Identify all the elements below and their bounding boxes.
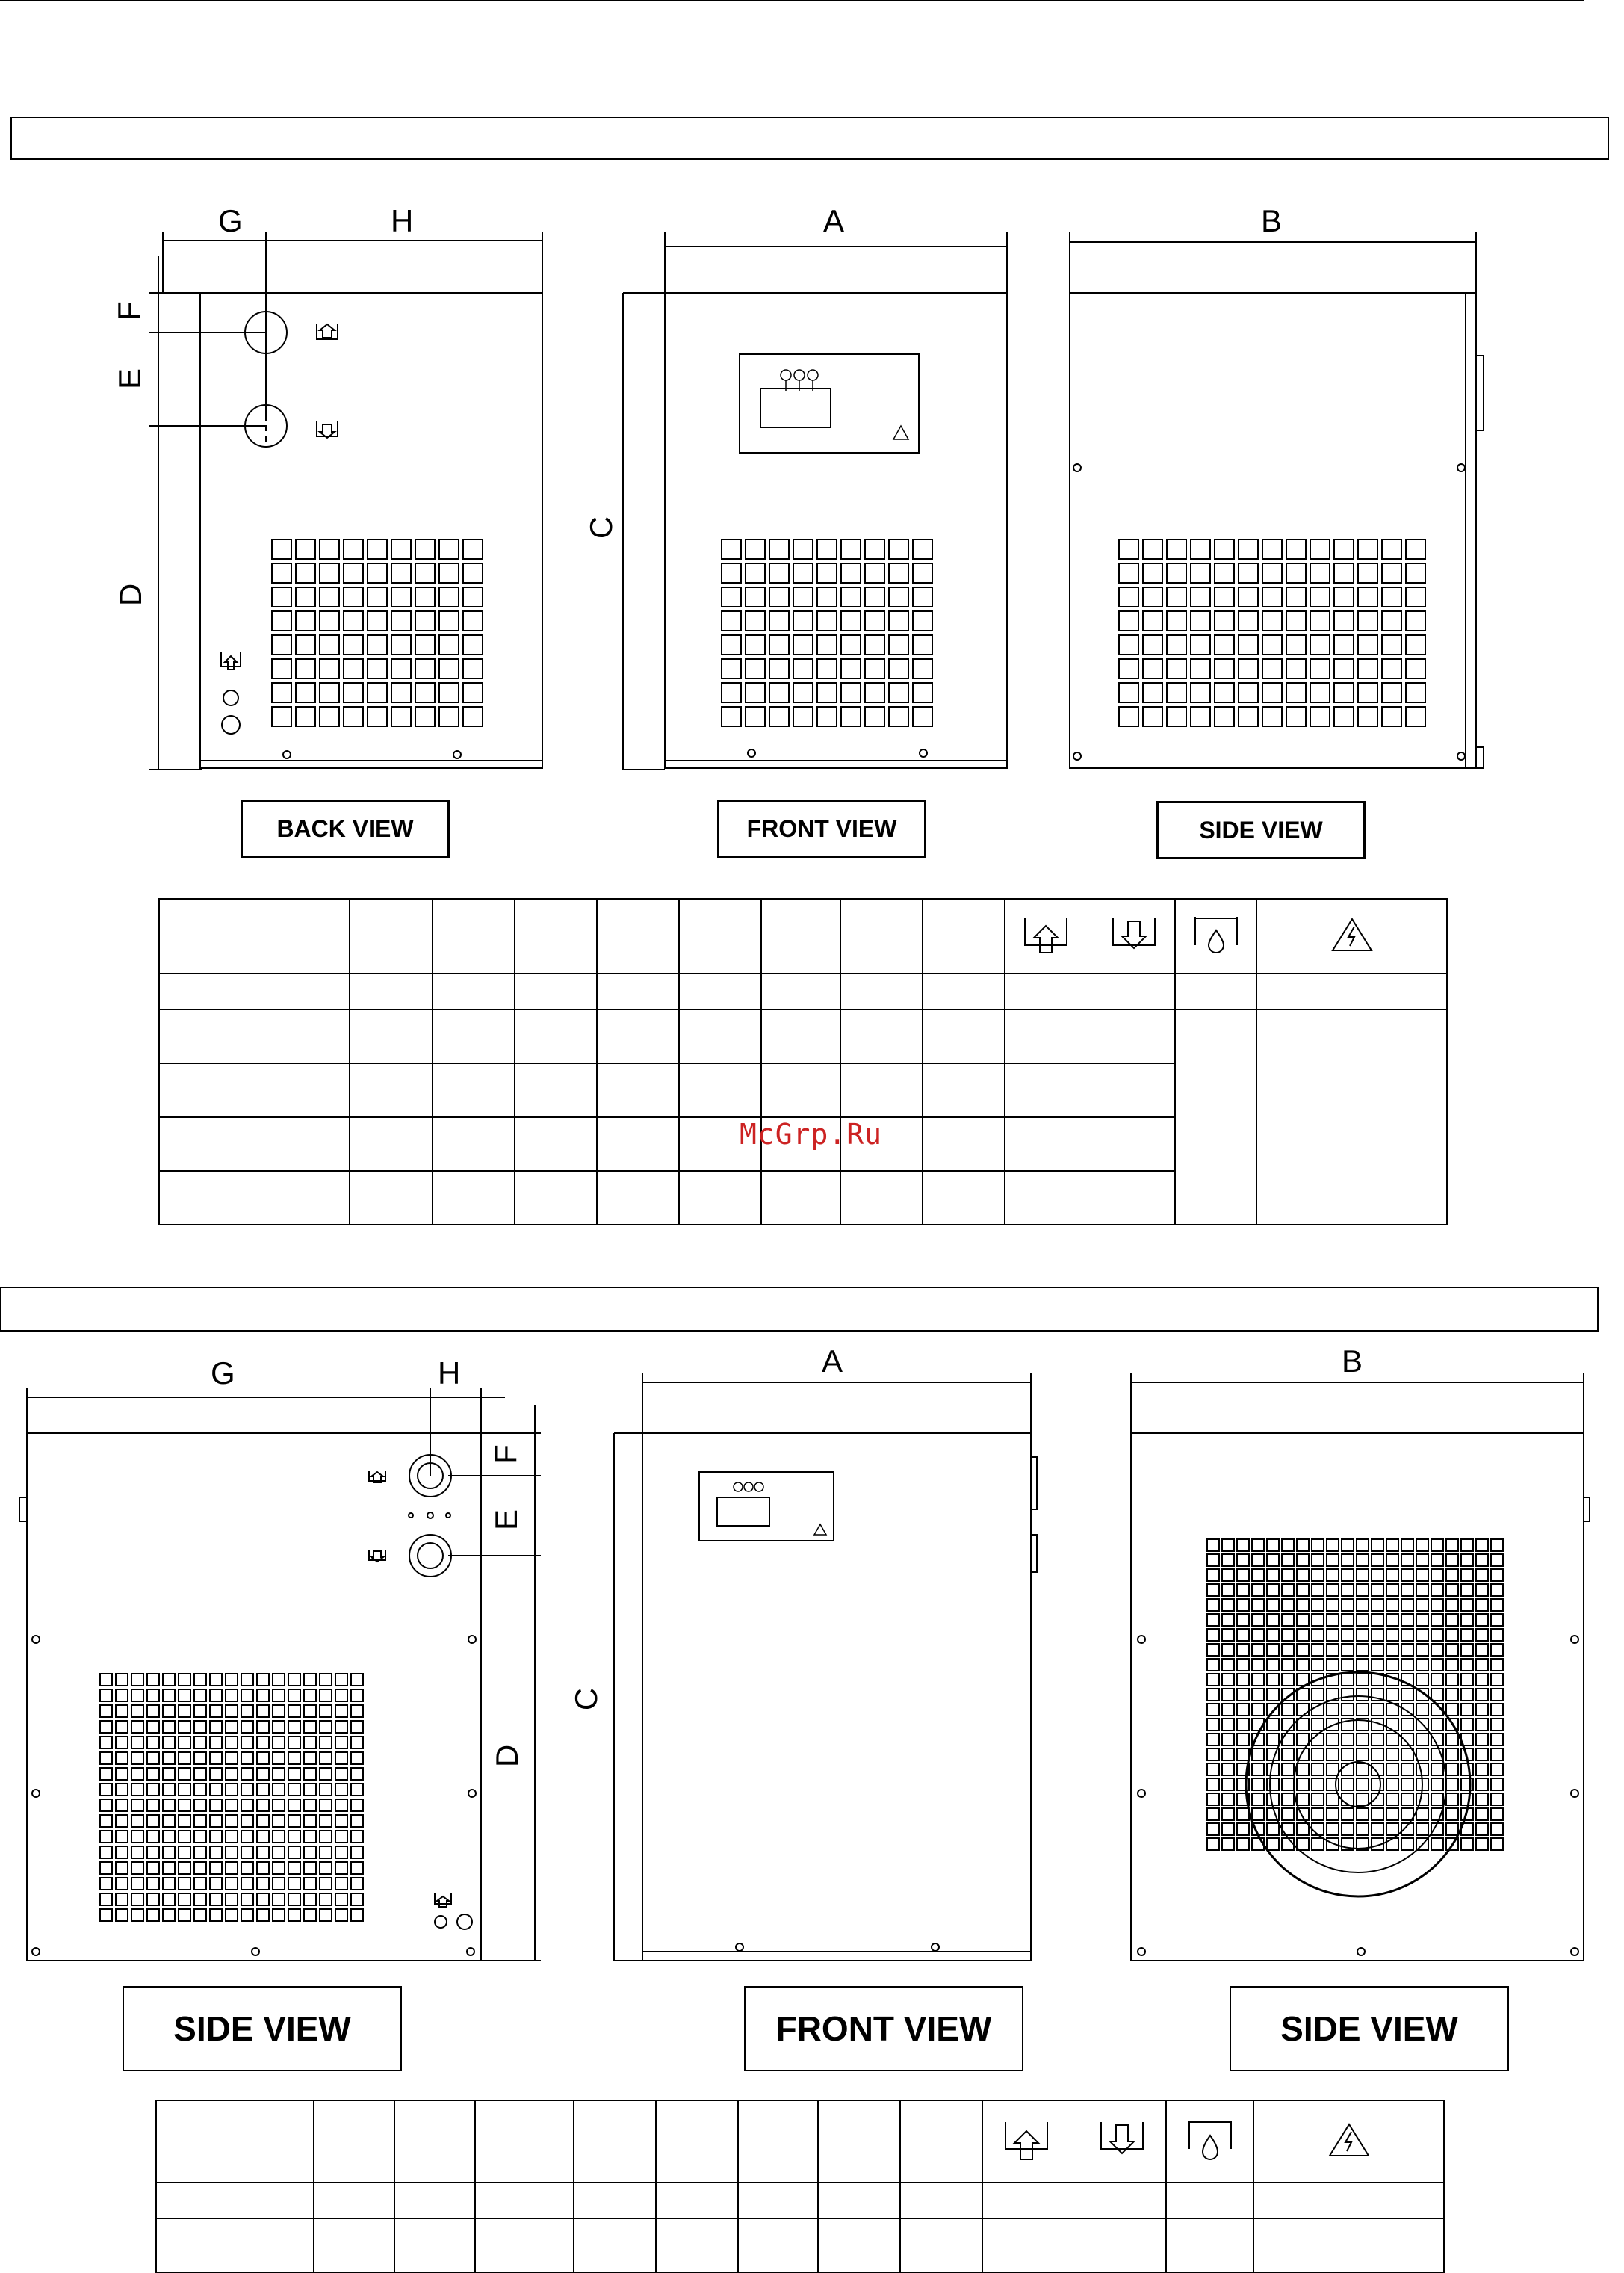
dim-b-2: B	[1342, 1343, 1363, 1379]
dim-d-2: D	[489, 1744, 525, 1768]
side-view-right-grille-2	[1207, 1539, 1503, 1850]
dim-e-1: E	[112, 368, 148, 390]
dim-a-2: A	[822, 1343, 843, 1379]
dim-f-2: F	[487, 1444, 523, 1464]
air-outlet-icon	[1098, 2116, 1146, 2164]
back-view-label-1: BACK VIEW	[241, 800, 450, 858]
back-view-grille-1	[272, 539, 483, 726]
side-view-label-2a: SIDE VIEW	[123, 1986, 402, 2071]
dim-c-1: C	[583, 516, 619, 539]
dim-g-1: G	[218, 203, 243, 238]
side-view-label-2b: SIDE VIEW	[1230, 1986, 1509, 2071]
front-view-label-2: FRONT VIEW	[744, 1986, 1023, 2071]
dim-g-2: G	[211, 1355, 235, 1391]
dim-h-1: H	[391, 203, 414, 238]
dim-c-2: C	[568, 1687, 604, 1711]
side-view-grille-1	[1119, 539, 1425, 726]
watermark: McGrp.Ru	[740, 1118, 883, 1151]
dim-f-1: F	[111, 301, 146, 321]
air-inlet-icon	[1002, 2116, 1050, 2164]
dim-d-1: D	[113, 583, 149, 607]
side-view-label-1: SIDE VIEW	[1156, 801, 1366, 859]
dim-b-1: B	[1261, 203, 1283, 238]
front-view-label-1: FRONT VIEW	[717, 800, 926, 858]
front-view-grille-1	[722, 539, 932, 726]
electrical-hazard-icon	[1327, 2121, 1372, 2159]
side-view-left-grille-2	[100, 1674, 363, 1921]
spec-table-2	[155, 2100, 1445, 2273]
condensate-drain-icon	[1186, 2116, 1234, 2164]
dim-a-1: A	[823, 203, 845, 238]
dim-h-2: H	[438, 1355, 461, 1391]
dim-e-2: E	[489, 1509, 524, 1531]
